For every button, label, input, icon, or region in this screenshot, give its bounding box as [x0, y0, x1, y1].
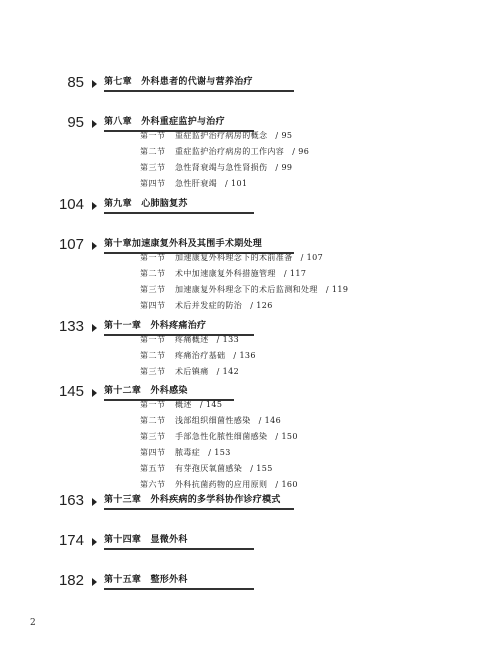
chapter-marker-icon	[92, 498, 97, 506]
chapter-11[interactable]	[0, 318, 490, 376]
chapter-page-number: 145	[58, 383, 84, 400]
section-number: 第六节	[140, 480, 166, 489]
chapter-14[interactable]	[0, 532, 490, 554]
section-number: 第二节	[140, 147, 166, 156]
section-item[interactable]	[0, 429, 490, 445]
section-title: 术后并发症的防治	[175, 301, 243, 310]
chapter-rule	[104, 212, 254, 214]
section-number: 第一节	[140, 131, 166, 140]
section-page: / 153	[208, 448, 231, 457]
section-item[interactable]	[0, 160, 490, 176]
section-page: / 126	[250, 301, 273, 310]
chapter-title[interactable]: 第十三章 外科疾病的多学科协作诊疗模式	[104, 495, 281, 505]
section-item[interactable]	[0, 176, 490, 192]
section-page: / 150	[275, 432, 298, 441]
chapter-rule	[104, 508, 294, 510]
section-number: 第四节	[140, 301, 166, 310]
section-item[interactable]	[0, 266, 490, 282]
chapter-title[interactable]: 第十一章 外科疼痛治疗	[104, 321, 207, 331]
section-item[interactable]	[0, 445, 490, 461]
chapter-15[interactable]	[0, 572, 490, 594]
chapter-page-number: 133	[58, 318, 84, 335]
section-title: 术后镇痛	[175, 367, 209, 376]
section-title: 急性肾衰竭与急性肾损伤	[175, 163, 268, 172]
section-page: / 155	[250, 464, 273, 473]
section-number: 第三节	[140, 285, 166, 294]
section-item[interactable]	[0, 348, 490, 364]
chapter-rule	[104, 548, 254, 550]
section-title: 手部急性化脓性细菌感染	[175, 432, 268, 441]
section-number: 第一节	[140, 400, 166, 409]
section-title: 有芽孢厌氧菌感染	[175, 464, 243, 473]
section-page: / 160	[275, 480, 298, 489]
section-title: 概述	[175, 400, 192, 409]
section-item[interactable]	[0, 364, 490, 380]
section-title: 脓毒症	[175, 448, 201, 457]
chapter-marker-icon	[92, 202, 97, 210]
section-number: 第二节	[140, 269, 166, 278]
section-title: 术中加速康复外科措施管理	[175, 269, 276, 278]
section-title: 急性肝衰竭	[175, 179, 217, 188]
section-page: / 95	[275, 131, 293, 140]
chapter-title[interactable]: 第十五章 整形外科	[104, 575, 188, 585]
section-title: 外科抗菌药物的应用原则	[175, 480, 268, 489]
section-item[interactable]	[0, 128, 490, 144]
chapter-marker-icon	[92, 120, 97, 128]
section-item[interactable]	[0, 298, 490, 314]
section-title: 疼痛治疗基础	[175, 351, 226, 360]
chapter-page-number: 95	[67, 114, 84, 131]
chapter-marker-icon	[92, 578, 97, 586]
section-page: / 145	[199, 400, 223, 409]
page-number: 2	[30, 618, 36, 628]
chapter-page-number: 104	[58, 196, 84, 213]
section-item[interactable]	[0, 461, 490, 477]
section-item[interactable]	[0, 282, 490, 298]
section-number: 第一节	[140, 253, 166, 262]
section-title: 重症监护治疗病房的概念	[175, 131, 268, 140]
section-title: 加速康复外科理念下的术前准备	[175, 253, 293, 262]
chapter-title[interactable]: 第十二章 外科感染	[104, 386, 188, 396]
section-number: 第一节	[140, 335, 166, 344]
section-page: / 142	[216, 367, 240, 376]
chapter-title[interactable]: 第八章 外科重症监护与治疗	[104, 117, 225, 127]
section-page: / 96	[292, 147, 310, 156]
section-page: / 136	[233, 351, 256, 360]
chapter-title[interactable]: 第十章加速康复外科及其围手术期处理	[104, 239, 263, 249]
chapter-marker-icon	[92, 324, 97, 332]
chapter-10[interactable]	[0, 236, 490, 310]
chapter-page-number: 107	[58, 236, 84, 253]
section-item[interactable]	[0, 144, 490, 160]
chapter-rule	[104, 588, 254, 590]
section-item[interactable]	[0, 250, 490, 266]
chapter-page-number: 163	[58, 492, 84, 509]
section-number: 第四节	[140, 448, 166, 457]
section-page: / 133	[216, 335, 240, 344]
section-title: 疼痛概述	[175, 335, 209, 344]
chapter-title[interactable]: 第七章 外科患者的代谢与营养治疗	[104, 77, 253, 87]
section-page: / 119	[325, 285, 349, 294]
chapter-13[interactable]	[0, 492, 490, 514]
section-number: 第二节	[140, 351, 166, 360]
chapter-7[interactable]	[0, 74, 490, 96]
section-number: 第五节	[140, 464, 166, 473]
chapter-marker-icon	[92, 389, 97, 397]
section-page: / 146	[258, 416, 282, 425]
chapter-page-number: 85	[67, 74, 84, 91]
chapter-marker-icon	[92, 538, 97, 546]
chapter-9[interactable]	[0, 196, 490, 218]
section-number: 第三节	[140, 432, 166, 441]
section-page: / 107	[300, 253, 324, 262]
section-number: 第三节	[140, 367, 166, 376]
section-item[interactable]	[0, 397, 490, 413]
chapter-8[interactable]	[0, 114, 490, 188]
section-number: 第三节	[140, 163, 166, 172]
section-number: 第四节	[140, 179, 166, 188]
section-number: 第二节	[140, 416, 166, 425]
section-title: 浅部组织细菌性感染	[175, 416, 251, 425]
section-title: 重症监护治疗病房的工作内容	[175, 147, 285, 156]
chapter-marker-icon	[92, 80, 97, 88]
section-item[interactable]	[0, 413, 490, 429]
chapter-title[interactable]: 第九章 心肺脑复苏	[104, 199, 188, 209]
chapter-marker-icon	[92, 242, 97, 250]
section-item[interactable]	[0, 477, 490, 493]
section-item[interactable]	[0, 332, 490, 348]
section-page: / 117	[283, 269, 307, 278]
chapter-rule	[104, 90, 294, 92]
chapter-title[interactable]: 第十四章 显微外科	[104, 535, 188, 545]
section-page: / 99	[275, 163, 293, 172]
section-page: / 101	[225, 179, 248, 188]
chapter-page-number: 182	[58, 572, 84, 589]
section-title: 加速康复外科理念下的术后监测和处理	[175, 285, 318, 294]
chapter-page-number: 174	[58, 532, 84, 549]
chapter-12[interactable]	[0, 383, 490, 489]
